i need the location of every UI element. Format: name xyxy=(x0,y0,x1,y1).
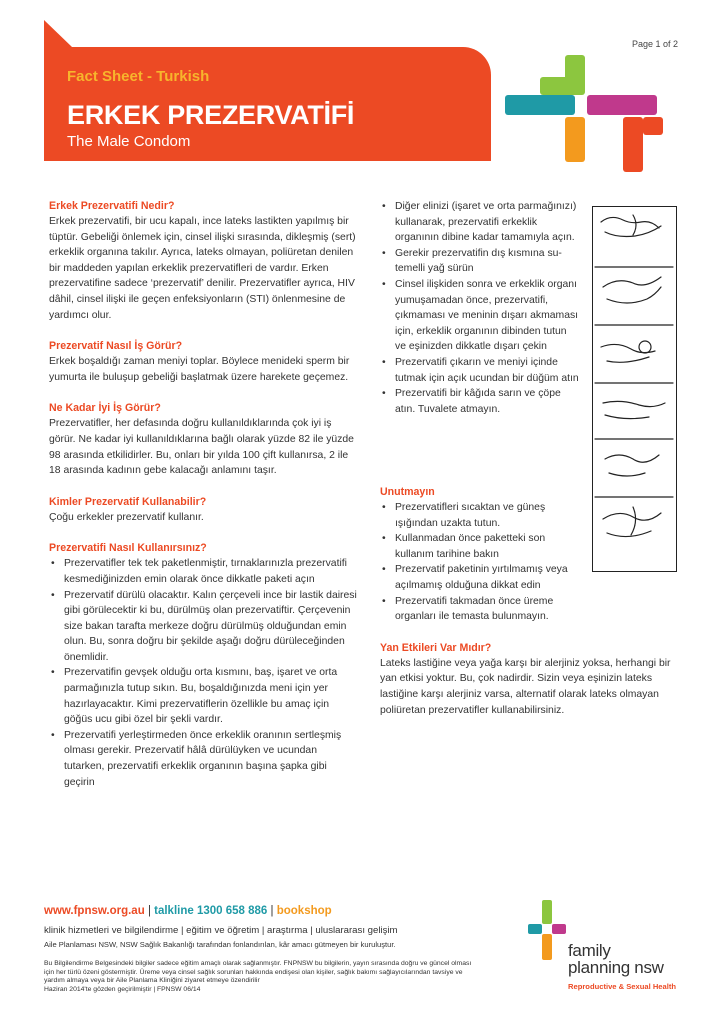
list-item: • Gerekir prezervatifin dış kısmına su-temelli yağ sürün xyxy=(380,246,580,277)
disclaimer xyxy=(44,960,474,994)
talkline-link[interactable]: talkline 1300 658 886 xyxy=(154,905,268,917)
funding-line: Aile Planlaması NSW, NSW Sağlık Bakanlığı tarafından fonlandırılan, kâr amacı gütmeyen bir kuruluştur. xyxy=(44,940,396,949)
disclaimer-text: Bu Bilgilendirme Belgesindeki bilgiler sadece eğitim amaçlı olarak sağlanmıştır. FNPNSW bu bilgilerin, yayın sırasında doğru ve güncel olması için her türlü özeni göstermiştir. Üreme veya cinsel sağlık sorunları hakkında endişesi olan kişiler, sağlık bakımı sağlayıcılarından tavsiye ve yardım almaya veya bir Aile Planlama Kliniğini ziyaret etmeye özendirilir xyxy=(44,960,472,985)
list-item: • Prezervatifleri sıcaktan ve güneş ışığından uzakta tutun. xyxy=(380,500,585,531)
who-heading: Kimler Prezervatif Kullanabilir? xyxy=(49,495,207,508)
orange-cross-bar xyxy=(565,117,585,162)
how-works-heading: Prezervatif Nasıl İş Görür? xyxy=(49,340,183,353)
logo-green-bar xyxy=(542,900,552,924)
list-item: • Prezervatifi yerleştirmeden önce erkeklik oranının sertleşmiş olması gerekir. Prezervatif hâlâ dürülüyken ve ucundan tutarken, prezervatifi erkeklik organının başına şapka gibi geçirin xyxy=(49,728,359,790)
list-item: • Prezervatifi çıkarın ve meniyi içinde tutmak için açık ucundan bir düğüm atın xyxy=(380,355,580,386)
red-cross-arm xyxy=(643,117,663,135)
fact-sheet-subtitle: Fact Sheet - Turkish xyxy=(67,68,210,85)
remember-list xyxy=(380,500,585,625)
services-line: klinik hizmetleri ve bilgilendirme | eğitim ve öğretim | araştırma | uluslararası gelişim xyxy=(44,925,398,936)
how-well-body: Prezervatifler, her defasında doğru kullanıldıklarında çok iyi iş görür. Ne kadar iyi kullanıldıklarına bağlı olarak yüzde 82 ile yüzde 98 arasında etkilidirler. Bu, onları bir yılda 100 çift kullanırsa, 2 ile 18 arasında kadının gebe kalacağı anlamını taşır. xyxy=(49,418,354,477)
how-well-heading: Ne Kadar İyi İş Görür? xyxy=(49,402,161,415)
list-item: • Prezervatifler tek tek paketlenmiştir, tırnaklarınızla prezervatifi kesmediğinizden emin olarak önce dikkatle paketi açın xyxy=(49,556,359,587)
red-cross-bar xyxy=(623,117,643,172)
right-column-top xyxy=(380,199,580,433)
logo-teal-bar xyxy=(528,924,542,934)
footer-separator: | xyxy=(147,905,151,917)
how-use-heading: Prezervatifi Nasıl Kullanırsınız? xyxy=(49,542,207,555)
logo-orange-bar xyxy=(542,934,552,960)
who-body: Çoğu erkekler prezervatif kullanır. xyxy=(49,511,204,523)
how-use-list xyxy=(49,556,359,790)
remember-heading: Unutmayın xyxy=(380,486,435,498)
left-column xyxy=(49,199,359,806)
what-heading: Erkek Prezervatifi Nedir? xyxy=(49,200,175,212)
how-use-list-continued xyxy=(380,199,580,417)
side-effects-body: Lateks lastiğine veya yağa karşı bir alerjiniz yoksa, herhangi bir yan etkisi yoktur. Bu, çok nadirdir. Sizin veya eşinizin lateks lastiğine karşı alerjiniz varsa, alternatif olarak lateks olmayan poliüretan prezervatifler kullanabilirsiniz. xyxy=(380,657,671,716)
how-works-body: Erkek boşaldığı zaman meniyi toplar. Böylece menideki sperm bir yumurta ile buluşup gebeliği başlatmak üzere harekete geçemez. xyxy=(49,356,350,383)
fpnsw-logo-icon xyxy=(528,900,568,980)
logo-purple-bar xyxy=(552,924,566,934)
page-number: Page 1 of 2 xyxy=(632,39,679,49)
brand-name xyxy=(568,942,664,976)
footer-separator: | xyxy=(270,905,274,917)
brand-tagline: Reproductive & Sexual Health xyxy=(568,982,677,991)
list-item: • Kullanmadan önce paketteki son kullanım tarihine bakın xyxy=(380,531,585,562)
page-title: ERKEK PREZERVATİFİ xyxy=(67,100,355,130)
list-item: • Prezervatif paketinin yırtılmamış veya açılmamış olduğuna dikkat edin xyxy=(380,562,585,593)
website-link[interactable]: www.fpnsw.org.au xyxy=(44,905,145,917)
brand-line1: family xyxy=(568,941,611,960)
what-body: Erkek prezervatifi, bir ucu kapalı, ince lateks lastikten yapılmış bir tüptür. Gebeliği önlemek için, cinsel ilişki sırasında, dikleşmiş (sert) erkeklik organına takılır. Ayrıca, lateks olmayan, poliüretan denilen bir maddeden yapılan erkeklik prezervatifleri de vardır. Erken prezervatifine sadece ‘prezervatif’ denilir. Prezervatifler ayrıca, HIV dâhil, cinsel ilişki ile geçen enfeksiyonların (STI) önlenmesine de yardımcı olur. xyxy=(49,216,356,321)
banner-notch xyxy=(44,20,72,47)
brand-line2: planning nsw xyxy=(568,958,664,977)
list-item: • Prezervatifi takmadan önce üreme organları ile temasta bulunmayın. xyxy=(380,594,585,625)
green-cross-arm xyxy=(540,77,575,95)
list-item: • Prezervatif dürülü olacaktır. Kalın çerçeveli ince bir lastik dairesi gibi görülecektir ki bu, dürülmüş olan prezervatiftir. Çerçevenin size bakan tarafta merkeze doğru dürülmüş olduğundan emin olun. Bu, sonra doğru bir şekilde aşağı doğru dürüleceğinden önemlidir. xyxy=(49,588,359,666)
logo-cross-graphic xyxy=(505,55,670,190)
english-title: The Male Condom xyxy=(67,133,191,150)
teal-cross-bar xyxy=(505,95,575,115)
right-column-bottom xyxy=(380,485,690,734)
list-item: • Prezervatifi bir kâğıda sarın ve çöpe atın. Tuvalete atmayın. xyxy=(380,386,580,417)
revision-line: Haziran 2014'te gözden geçirilmiştir | FPNSW 06/14 xyxy=(44,985,201,993)
side-effects-heading: Yan Etkileri Var Mıdır? xyxy=(380,641,492,654)
bookshop-link[interactable]: bookshop xyxy=(276,905,332,917)
list-item: • Prezervatifin gevşek olduğu orta kısmını, baş, işaret ve orta parmağınızla tutup sıkın. Bu, boşaldığınızda meni için yer hazırlayacaktır. Kimi prezervatiflerin özellikle bu amaç için göğüs ucu gibi özel bir şekli vardır. xyxy=(49,665,359,727)
list-item: • Diğer elinizi (işaret ve orta parmağınızı) kullanarak, prezervatifi erkeklik organının dibine kadar tamamıyla açın. xyxy=(380,199,580,246)
footer-links xyxy=(44,905,332,917)
list-item: • Cinsel ilişkiden sonra ve erkeklik organı yumuşamadan önce, prezervatifi, çıkmaması ve meninin dışarı akmaması için, erkeklik organının dibinden tutun ve eşinizden dikkatle dışarı çekin xyxy=(380,277,580,355)
purple-cross-bar xyxy=(587,95,657,115)
